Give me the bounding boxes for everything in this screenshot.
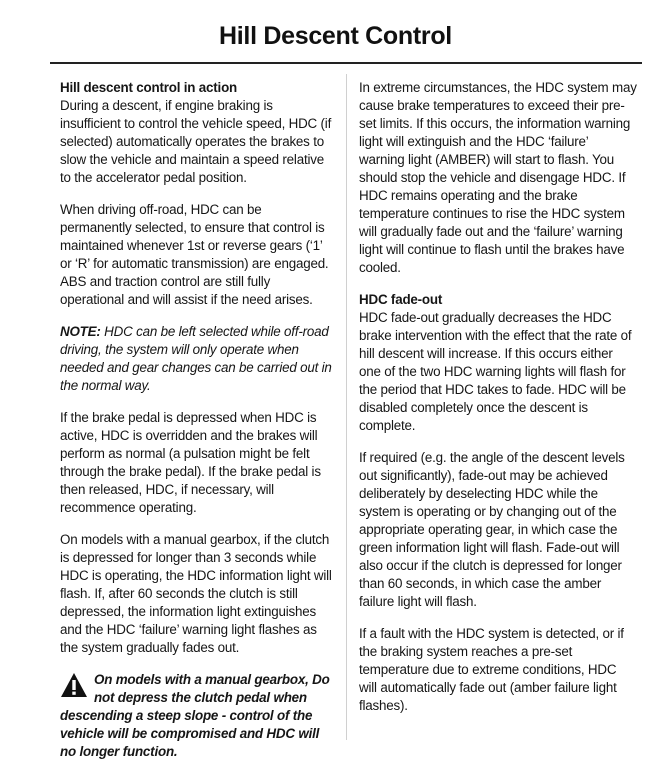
- warning-triangle-icon: [60, 672, 88, 698]
- paragraph-off-road-block: [60, 201, 336, 309]
- section-heading-hdc-fade-out: HDC fade-out: [359, 292, 443, 307]
- paragraph-deliberate-fade: If required (e.g. the angle of the descent levels out significantly), fade-out may be achieved deliberately by deselecting HDC while the system is operating or by changing out of the appropriate operating gear, in which case the green information light will flash. Fade-out will also occur if the clutch is depressed for longer than 60 seconds, in which case the amber failure light will flash.: [359, 450, 625, 609]
- title-rule: [50, 62, 642, 64]
- paragraph-extreme-block: [359, 79, 637, 277]
- right-column: [359, 79, 637, 729]
- paragraph-manual-gearbox: On models with a manual gearbox, if the clutch is depressed for longer than 3 seconds while HDC is operating, the HDC information light will flash. If, after 60 seconds the clutch is still depressed, the information light extinguishes and the HDC ‘failure’ warning light flashes as the system gradually fades out.: [60, 532, 332, 655]
- note-label: NOTE:: [60, 324, 101, 339]
- left-column: [60, 79, 336, 761]
- warning-text: On models with a manual gearbox, Do not depress the clutch pedal when descending a steep slope - control of the vehicle will be compromised and HDC will no longer function.: [60, 672, 330, 759]
- paragraph-brake-pedal-block: [60, 409, 336, 517]
- note-text: HDC can be left selected while off-road driving, the system will only operate when needed and gear changes can be carried out in the normal way.: [60, 324, 332, 393]
- warning-block: [60, 671, 336, 761]
- paragraph-manual-gearbox-block: [60, 531, 336, 657]
- paragraph-extreme-circumstances: In extreme circumstances, the HDC system may cause brake temperatures to exceed their pre-set limits. If this occurs, the information warning light will extinguish and the HDC ‘failure’ warning light (AMBER) will start to flash. You should stop the vehicle and disengage HDC. If HDC remains operating and the brake temperature continues to rise the HDC system will gradually fade out and the ‘failure’ warning light will continue to flash until the brakes have cooled.: [359, 80, 637, 275]
- section-hdc-fade-out: [359, 291, 637, 435]
- paragraph-descent-braking: During a descent, if engine braking is insufficient to control the vehicle speed, HDC (if selected) automatically operates the brakes to slow the vehicle and maintain a speed relative to the accelerator pedal position.: [60, 98, 332, 185]
- paragraph-brake-pedal: If the brake pedal is depressed when HDC is active, HDC is overridden and the brakes will perform as normal (a pulsation might be felt through the brake pedal). If the brake pedal is then released, HDC, if necessary, will recommence operating.: [60, 410, 321, 515]
- paragraph-off-road: When driving off-road, HDC can be permanently selected, to ensure that control is maintained whenever 1st or reverse gears (‘1’ or ‘R’ for automatic transmission) are engaged. ABS and traction control are still fully operational and will assist if the need arises.: [60, 202, 329, 307]
- section-hdc-in-action: [60, 79, 336, 187]
- paragraph-fault-block: [359, 625, 637, 715]
- paragraph-fault-detected: If a fault with the HDC system is detected, or if the braking system reaches a pre-set temperature due to extreme conditions, HDC will automatically fade out (amber failure light flashes).: [359, 626, 624, 713]
- paragraph-fade-out: HDC fade-out gradually decreases the HDC brake intervention with the effect that the rate of hill descent will increase. If this occurs either one of the two HDC warning lights will flash for the period that HDC takes to fade. HDC will be disabled completely once the descent is complete.: [359, 310, 632, 433]
- page-title: Hill Descent Control: [219, 22, 452, 50]
- paragraph-deliberate-fade-block: [359, 449, 637, 611]
- column-divider: [346, 74, 347, 740]
- note-paragraph: [60, 323, 336, 395]
- note-block: [60, 323, 336, 395]
- section-heading-hdc-in-action: Hill descent control in action: [60, 80, 238, 95]
